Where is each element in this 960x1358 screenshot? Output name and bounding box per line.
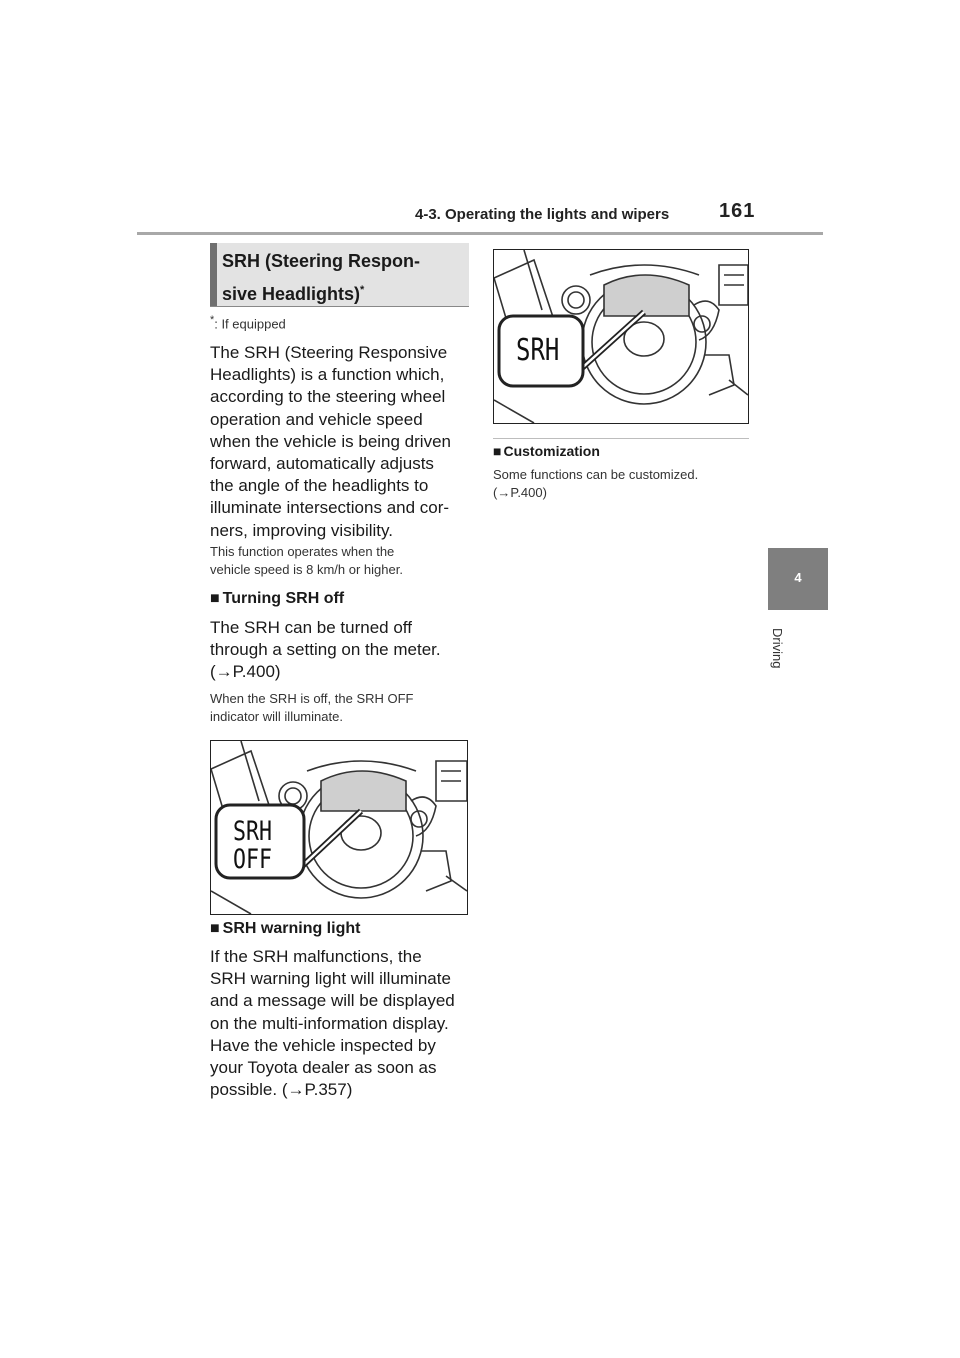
- square-bullet-icon: ■: [210, 590, 220, 607]
- turning-off-paragraph: [210, 617, 472, 684]
- chapter-tab-number: 4: [794, 570, 802, 585]
- warning-line: possible. (→P.357): [210, 1080, 353, 1100]
- section-heading-line1: SRH (Steering Respon-: [222, 251, 421, 271]
- turning-off-line: through a setting on the meter.: [210, 640, 441, 660]
- intro-line: forward, automatically adjusts: [210, 454, 434, 474]
- intro-line: when the vehicle is being driven: [210, 431, 451, 451]
- srh-off-line2: OFF: [233, 844, 273, 875]
- turning-off-note: [210, 690, 472, 726]
- srh-off-figure: [210, 740, 468, 915]
- warning-line: If the SRH malfunctions, the: [210, 947, 422, 966]
- column-rule: [493, 438, 749, 439]
- turning-off-note-line: indicator will illuminate.: [210, 709, 343, 724]
- turning-off-line: (→P.400): [210, 662, 281, 682]
- customization-heading-text: Customization: [503, 443, 600, 459]
- warning-line: your Toyota dealer as soon as: [210, 1058, 437, 1078]
- intro-line: the angle of the headlights to: [210, 476, 429, 496]
- srh-off-line1: SRH: [233, 816, 273, 847]
- turning-off-heading-text: Turning SRH off: [222, 590, 345, 607]
- turning-off-note-line: When the SRH is off, the SRH OFF: [210, 691, 414, 706]
- warning-line: Have the vehicle inspected by: [210, 1035, 436, 1055]
- srh-off-indicator: [233, 818, 272, 874]
- running-header-section: 4-3. Operating the lights and wipers: [415, 206, 670, 223]
- section-heading: [222, 247, 462, 309]
- srh-indicator: SRH: [516, 333, 560, 368]
- warning-line: on the multi-information display.: [210, 1013, 449, 1033]
- warning-line: SRH warning light will illuminate: [210, 969, 451, 989]
- square-bullet-icon: ■: [493, 443, 502, 459]
- intro-paragraph: [210, 342, 472, 542]
- customization-line: (→P.400): [493, 485, 547, 500]
- turning-off-line: The SRH can be turned off: [210, 618, 412, 637]
- intro-line: according to the steering wheel: [210, 387, 446, 407]
- srh-figure: [493, 249, 749, 424]
- section-heading-line2-wrap: [222, 276, 462, 309]
- header-rule: [137, 232, 823, 235]
- intro-line: Headlights) is a function which,: [210, 365, 445, 385]
- chapter-tab-label-wrap: [771, 628, 785, 688]
- warning-heading: [210, 920, 360, 938]
- section-heading-rule: [210, 306, 469, 307]
- intro-note: [210, 543, 472, 579]
- turning-off-heading: [210, 590, 344, 608]
- intro-note-line: vehicle speed is 8 km/h or higher.: [210, 562, 403, 577]
- intro-line: ners, improving visibility.: [210, 520, 393, 540]
- warning-line: and a message will be displayed: [210, 991, 455, 1011]
- warning-heading-text: SRH warning light: [222, 920, 361, 937]
- footnote-mark: *: [210, 314, 215, 326]
- page-number: 161: [719, 200, 756, 222]
- footnote-marker: *: [360, 284, 365, 296]
- intro-line: illuminate intersections and cor-: [210, 498, 450, 518]
- customization-heading: [493, 443, 600, 459]
- footnote-text: : If equipped: [214, 316, 286, 332]
- intro-note-line: This function operates when the: [210, 544, 395, 559]
- intro-line: The SRH (Steering Responsive: [210, 343, 448, 362]
- chapter-tab-label: Driving: [770, 628, 785, 669]
- intro-line: operation and vehicle speed: [210, 409, 423, 429]
- warning-paragraph: [210, 946, 472, 1101]
- footnote: [210, 314, 286, 331]
- section-heading-line2: sive Headlights): [222, 284, 361, 304]
- customization-paragraph: [493, 466, 755, 502]
- square-bullet-icon: ■: [210, 920, 220, 937]
- customization-line: Some functions can be customized.: [493, 467, 699, 482]
